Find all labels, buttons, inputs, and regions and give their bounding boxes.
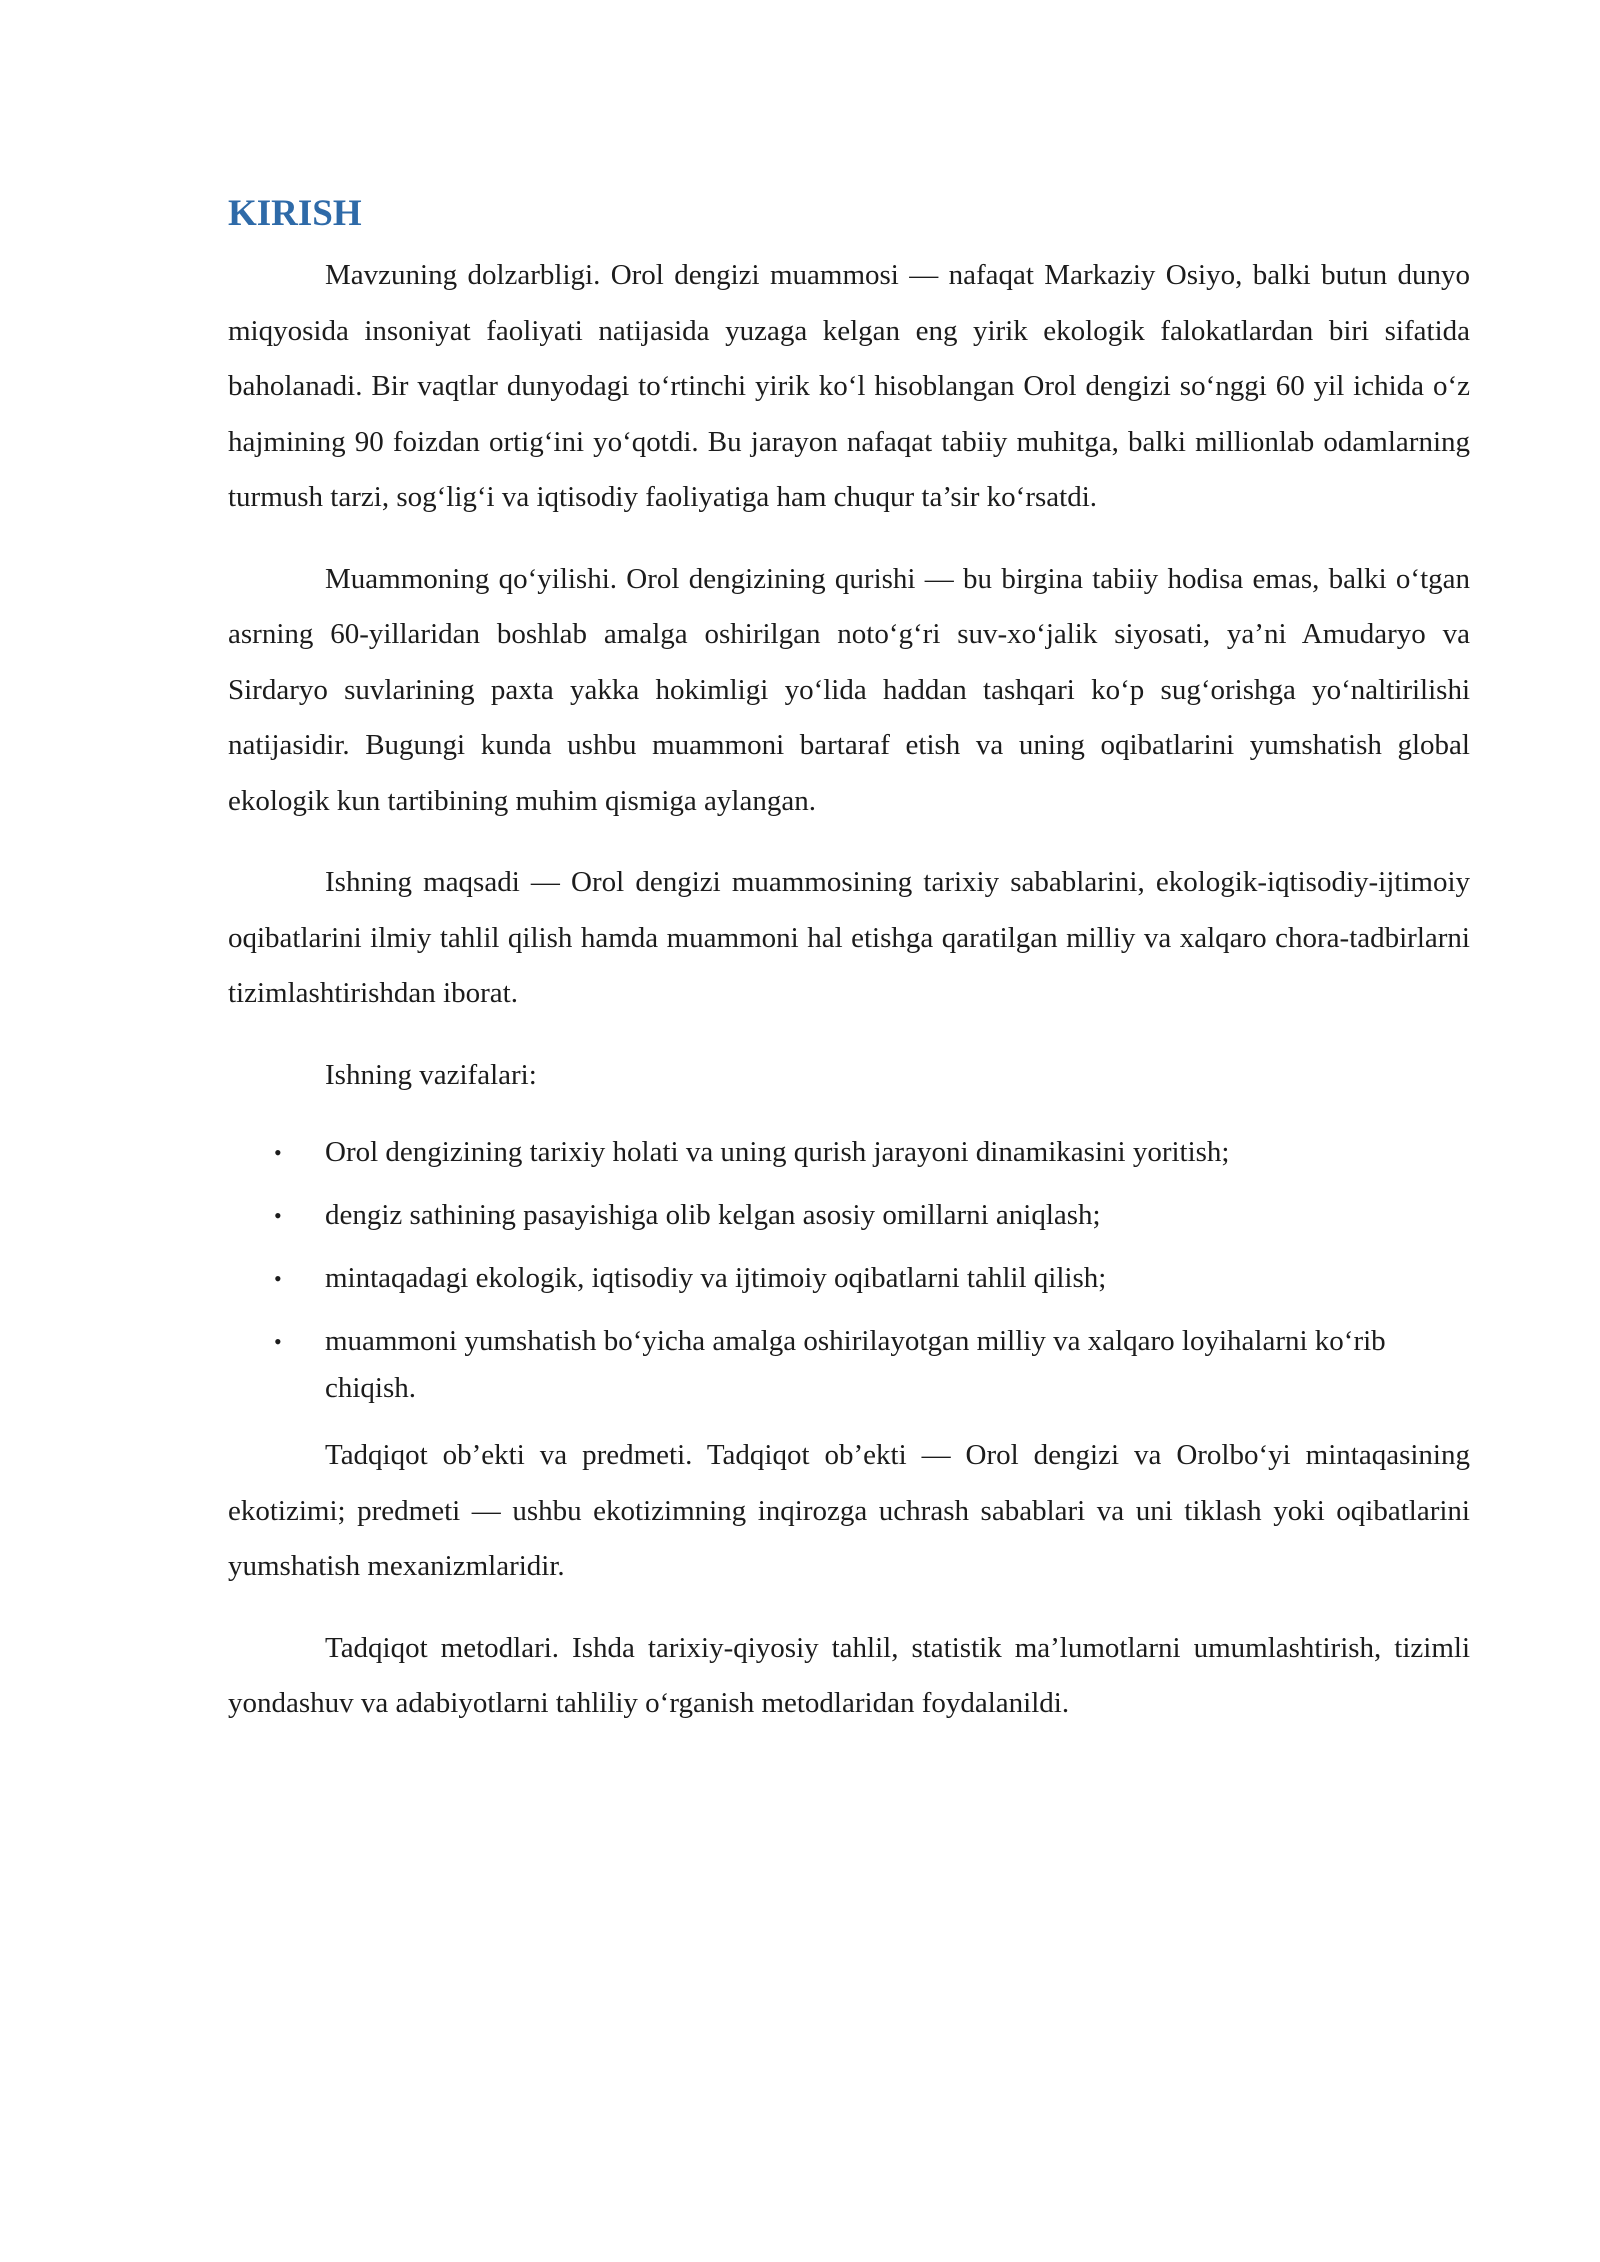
list-item xyxy=(228,1318,1470,1412)
tasks-list xyxy=(228,1129,1470,1412)
paragraph-methods: Tadqiqot metodlari. Ishda tarixiy-qiyosiy tahlil, statistik ma’lumotlarni umumlashtirish, tizimli yondashuv va adabiyotlarni tahliliy o‘rganish metodlaridan foydalanildi. xyxy=(228,1631,1470,1719)
bullet-icon: • xyxy=(274,1140,282,1165)
list-item xyxy=(228,1192,1470,1239)
paragraph-tasks-intro: Ishning vazifalari: xyxy=(325,1058,537,1091)
list-item-text: Orol dengizining tarixiy holati va uning qurish jarayoni dinamikasini yoritish; xyxy=(325,1136,1230,1168)
paragraph-goal: Ishning maqsadi — Orol dengizi muammosining tarixiy sabablarini, ekologik-iqtisodiy-ijtimoiy oqibatlarini ilmiy tahlil qilish hamda muammoni hal etishga qaratilgan milliy va xalqaro chora-tadbirlarni tizimlashtirishdan iborat. xyxy=(228,866,1470,1009)
list-item-text: muammoni yumshatish bo‘yicha amalga oshirilayotgan milliy va xalqaro loyihalarni ko‘rib chiqish. xyxy=(325,1325,1386,1404)
list-item xyxy=(228,1129,1470,1176)
paragraph-relevance: Mavzuning dolzarbligi. Orol dengizi muammosi — nafaqat Markaziy Osiyo, balki butun dunyo miqyosida insoniyat faoliyati natijasida yuzaga kelgan eng yirik ekologik falokatlardan biri sifatida baholanadi. Bir vaqtlar dunyodagi to‘rtinchi yirik ko‘l hisoblangan Orol dengizi so‘nggi 60 yil ichida o‘z hajmining 90 foizdan ortig‘ini yo‘qotdi. Bu jarayon nafaqat tabiiy muhitga, balki millionlab odamlarning turmush tarzi, sog‘lig‘i va iqtisodiy faoliyatiga ham chuqur ta’sir ko‘rsatdi. xyxy=(228,259,1470,513)
section-heading: KIRISH xyxy=(228,193,362,234)
list-item-text: mintaqadagi ekologik, iqtisodiy va ijtimoiy oqibatlarni tahlil qilish; xyxy=(325,1262,1107,1294)
bullet-icon: • xyxy=(274,1329,282,1354)
bullet-icon: • xyxy=(274,1266,282,1291)
document-page xyxy=(228,190,1470,1758)
bullet-icon: • xyxy=(274,1203,282,1228)
list-item-text: dengiz sathining pasayishiga olib kelgan asosiy omillarni aniqlash; xyxy=(325,1199,1101,1231)
paragraph-object-subject: Tadqiqot ob’ekti va predmeti. Tadqiqot ob’ekti — Orol dengizi va Orolbo‘yi mintaqasining ekotizimi; predmeti — ushbu ekotizimning inqirozga uchrash sabablari va uni tiklash yoki oqibatlarini yumshatish mexanizmlaridir. xyxy=(228,1439,1470,1582)
paragraph-problem-statement: Muammoning qo‘yilishi. Orol dengizining qurishi — bu birgina tabiiy hodisa emas, balki o‘tgan asrning 60-yillaridan boshlab amalga oshirilgan noto‘g‘ri suv-xo‘jalik siyosati, ya’ni Amudaryo va Sirdaryo suvlarining paxta yakka hokimligi yo‘lida haddan tashqari ko‘p sug‘orishga yo‘naltirilishi natijasidir. Bugungi kunda ushbu muammoni bartaraf etish va uning oqibatlarini yumshatish global ekologik kun tartibining muhim qismiga aylangan. xyxy=(228,562,1470,817)
list-item xyxy=(228,1255,1470,1302)
